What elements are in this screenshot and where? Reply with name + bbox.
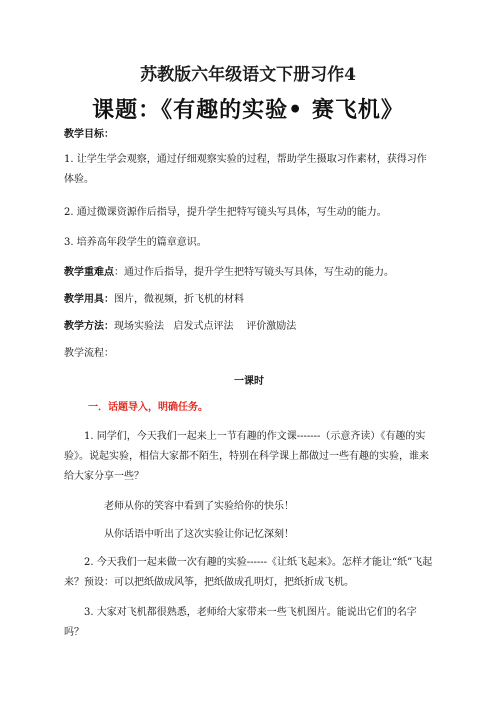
teaching-methods bbox=[64, 317, 434, 337]
tools-label: 教学用具： bbox=[64, 294, 114, 305]
paragraph-3: 从你话语中听出了这次实验让你记忆深刻！ bbox=[104, 529, 294, 540]
paragraph-5: 3. 大家对飞机都很熟悉，老师给大家带来一些飞机图片。能说出它们的名字吗？ bbox=[64, 607, 417, 638]
key-points bbox=[64, 263, 434, 283]
methods-label: 教学方法： bbox=[64, 321, 114, 332]
teaching-tools bbox=[64, 290, 434, 310]
goal-item-3: 3. 培养高年段学生的篇章意识。 bbox=[64, 237, 207, 248]
document-title: 苏教版六年级语文下册习作4 bbox=[140, 65, 356, 85]
tools-text: 图片，微视频，折飞机的材料 bbox=[114, 294, 244, 305]
methods-text: 现场实验法 启发式点评法 评价激励法 bbox=[114, 321, 297, 332]
session-label: 一课时 bbox=[234, 376, 264, 387]
section-1-heading: 一．话题导入，明确任务。 bbox=[88, 402, 208, 413]
teaching-goals-label bbox=[64, 125, 434, 145]
process-label: 教学流程： bbox=[64, 348, 114, 359]
lesson-title: 课题：《有趣的实验• 赛飞机》 bbox=[92, 97, 404, 123]
goals-label: 教学目标： bbox=[64, 129, 114, 140]
key-points-text: ：通过作后指导，提升学生把特写镜头写具体，写生动的能力。 bbox=[114, 267, 394, 278]
paragraph-2: 老师从你的笑容中看到了实验给你的快乐！ bbox=[104, 501, 294, 512]
key-points-label: 教学重难点 bbox=[64, 267, 114, 278]
goal-item-1: 1. 让学生学会观察，通过仔细观察实验的过程，帮助学生摄取习作素材，获得习作体验。 bbox=[64, 154, 427, 185]
paragraph-1: 1. 同学们，今天我们一起来上一节有趣的作文课-------（示意齐读）《有趣的实验》。说起实验，相信大家都不陌生，特别在科学课上都做过一些有趣的实验，谁来给大家分享一些？ bbox=[64, 431, 429, 482]
goal-item-2: 2. 通过微课资源作后指导，提升学生把特写镜头写具体，写生动的能力。 bbox=[64, 207, 387, 218]
paragraph-4: 2. 今天我们一起来做一次有趣的实验------《让纸飞起来》。怎样才能让“纸”飞起来？预设：可以把纸做成风筝，把纸做成孔明灯，把纸折成飞机。 bbox=[64, 557, 433, 588]
